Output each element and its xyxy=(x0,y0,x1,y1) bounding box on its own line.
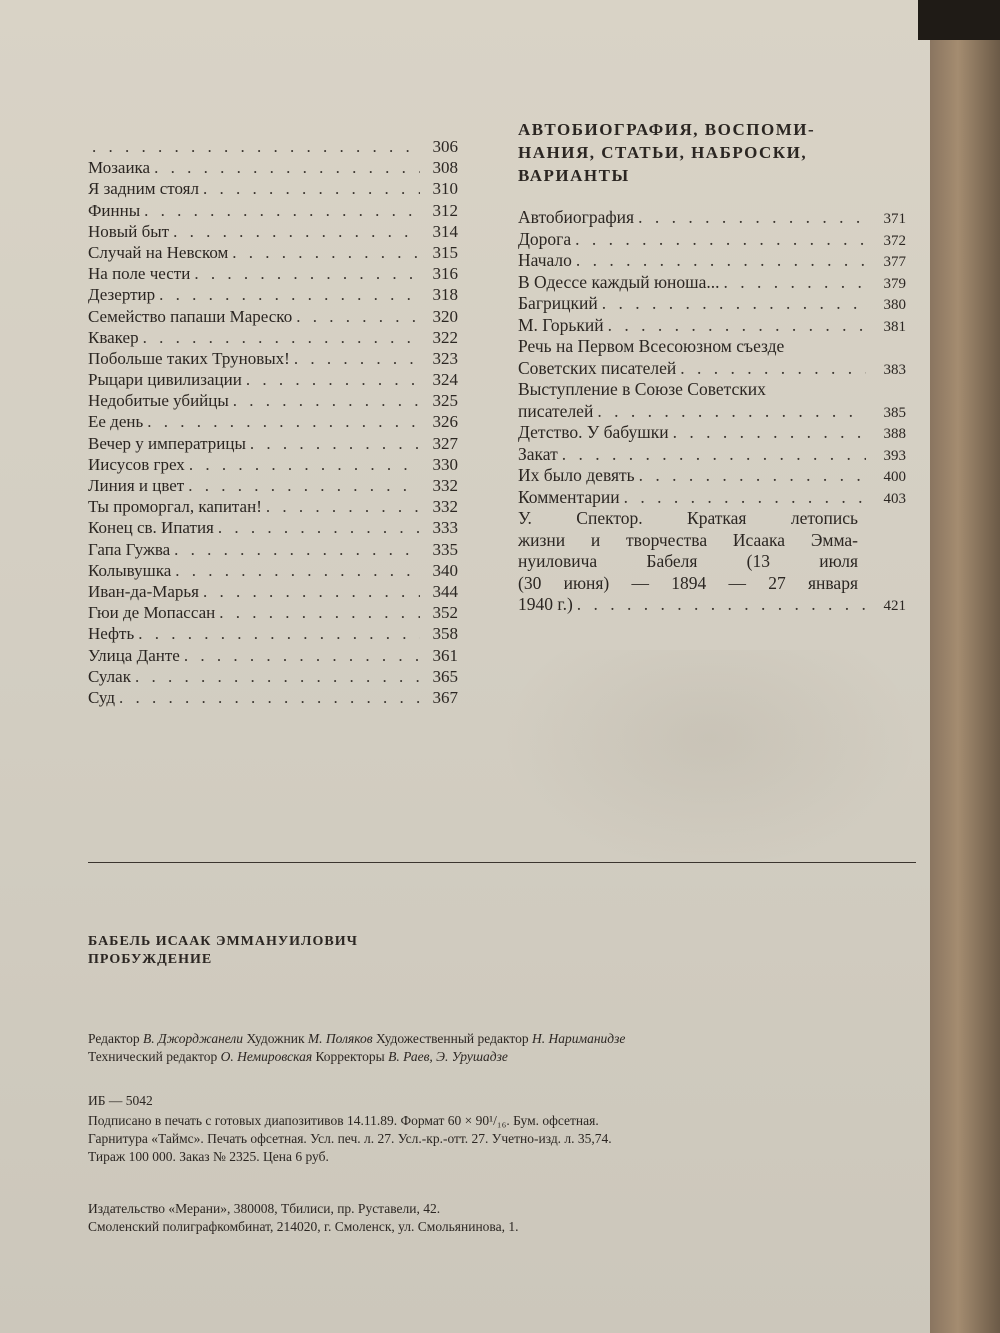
imprint-ib-number: ИБ — 5042 xyxy=(88,1093,153,1108)
toc-page-number: 377 xyxy=(883,254,906,270)
toc-row xyxy=(88,411,458,432)
toc-page-number: 335 xyxy=(432,539,458,559)
toc-title: Новый быт xyxy=(88,221,170,241)
toc-title: Линия и цвет xyxy=(88,476,185,495)
toc-page-number: 352 xyxy=(432,603,458,623)
section-heading-line: НАНИЯ, СТАТЬИ, НАБРОСКИ, xyxy=(518,143,808,162)
toc-row xyxy=(88,200,458,221)
credit-role: Художественный редактор xyxy=(372,1031,532,1046)
toc-leader-dots xyxy=(143,327,420,348)
toc-row xyxy=(88,306,458,327)
credit-person: М. Поляков xyxy=(307,1031,373,1046)
toc-page-number: 323 xyxy=(432,348,458,368)
toc-title: На поле чести xyxy=(88,264,191,284)
toc-title: Финны xyxy=(88,200,141,220)
toc-page-number: 310 xyxy=(432,179,458,199)
toc-leader-dots xyxy=(724,272,866,294)
toc-leader-dots xyxy=(624,487,866,509)
toc-leader-dots xyxy=(203,581,420,602)
toc-row xyxy=(88,687,458,708)
toc-page-number: 365 xyxy=(432,666,458,686)
paper-shading xyxy=(500,650,920,870)
credit-role: Художник xyxy=(243,1031,308,1046)
toc-page-number: 322 xyxy=(432,327,458,347)
toc-page-number: 316 xyxy=(432,264,458,284)
toc-page-number: 306 xyxy=(432,137,458,156)
toc-page-number: 388 xyxy=(883,426,906,442)
toc-title: Дорога xyxy=(518,228,572,249)
toc-title: Колывушка xyxy=(88,560,172,580)
toc-page-number: 326 xyxy=(432,412,458,432)
toc-row xyxy=(88,496,458,517)
toc-leader-dots xyxy=(680,358,866,380)
toc-leader-dots xyxy=(203,178,420,199)
toc-leader-dots xyxy=(184,645,420,666)
toc-leader-dots xyxy=(246,369,420,390)
print-line: Гарнитура «Таймс». Печать офсетная. Усл. печ. л. 27. Усл.-кр.-отт. 27. Учетно-изд. л. 35,74. xyxy=(88,1131,612,1146)
toc-leader-dots xyxy=(233,390,420,411)
toc-page-number: 330 xyxy=(432,454,458,474)
toc-title: Иисусов грех xyxy=(88,454,185,474)
section-heading xyxy=(518,118,906,187)
toc-title: Квакер xyxy=(88,327,139,347)
toc-page-number: 381 xyxy=(883,318,906,335)
toc-leader-dots xyxy=(250,433,420,454)
toc-leader-dots xyxy=(92,136,420,157)
toc-page-number: 371 xyxy=(883,211,906,227)
toc-page-number: 327 xyxy=(432,433,458,453)
toc-title: Вечер у императрицы xyxy=(88,433,246,453)
credit-role: Корректоры xyxy=(312,1049,389,1064)
publisher-line: Смоленский полиграфкомбинат, 214020, г. Смоленск, ул. Смольянинова, 1. xyxy=(88,1219,519,1234)
toc-row xyxy=(88,284,458,305)
toc-page-number: 358 xyxy=(432,624,458,644)
toc-page-number: 421 xyxy=(883,598,906,614)
toc-title: Советских писателей xyxy=(518,357,677,378)
toc-title: Рыцари цивилизации xyxy=(88,370,242,390)
toc-page-number: 314 xyxy=(432,221,458,241)
toc-title: Дезертир xyxy=(88,285,156,305)
toc-page-number: 383 xyxy=(883,361,906,378)
toc-row xyxy=(88,157,458,178)
toc-title: Автобиография xyxy=(518,207,635,227)
toc-title: Я задним стоял xyxy=(88,179,199,199)
toc-title: В Одессе каждый юноша... xyxy=(518,271,720,292)
toc-page-number: 400 xyxy=(883,469,906,485)
toc-page-number: 315 xyxy=(432,242,458,262)
toc-page-number: 380 xyxy=(883,297,906,313)
toc-title: Побольше таких Труновых! xyxy=(88,348,290,368)
toc-row xyxy=(518,293,906,315)
toc-leader-dots xyxy=(296,306,420,327)
toc-right-column xyxy=(518,118,906,616)
toc-page-number: 367 xyxy=(432,687,458,707)
toc-row xyxy=(88,369,458,390)
toc-leader-dots xyxy=(147,411,420,432)
toc-entry-line: (30 июня) — 1894 — 27 января xyxy=(518,572,858,593)
toc-entry-speech xyxy=(518,336,906,379)
toc-title: Закат xyxy=(518,443,558,464)
credits-line xyxy=(88,1048,888,1066)
toc-leader-dots xyxy=(673,422,866,444)
toc-page-number: 308 xyxy=(432,158,458,178)
toc-title: Улица Данте xyxy=(88,645,180,665)
toc-leader-dots xyxy=(189,454,420,475)
book-spine-edge xyxy=(930,0,1000,1333)
toc-title: Случай на Невском xyxy=(88,242,229,262)
toc-title: Их было девять xyxy=(518,465,635,485)
toc-row xyxy=(88,666,458,687)
imprint-print-details xyxy=(88,1112,888,1166)
toc-title: Гюи де Мопассан xyxy=(88,603,216,623)
toc-leader-dots xyxy=(608,315,866,337)
toc-entry-line: У. Спектор. Краткая летопись xyxy=(518,508,858,528)
toc-title: Начало xyxy=(518,250,572,270)
toc-title: М. Горький xyxy=(518,314,604,335)
toc-leader-dots xyxy=(562,444,866,466)
toc-title: 1940 г.) xyxy=(518,594,573,614)
toc-right-group-a xyxy=(518,207,906,336)
credit-person: О. Немировская xyxy=(220,1049,313,1064)
toc-row xyxy=(518,594,906,616)
toc-row xyxy=(518,272,906,294)
book-cover-corner xyxy=(918,0,1000,40)
toc-row xyxy=(88,242,458,263)
toc-title: Конец св. Ипатия xyxy=(88,518,214,538)
toc-leader-dots xyxy=(266,496,420,517)
toc-page-number: 403 xyxy=(883,490,906,507)
toc-title: Нефть xyxy=(88,624,135,644)
toc-title: Семейство папаши Мареско xyxy=(88,306,293,326)
toc-row xyxy=(88,221,458,242)
section-heading-line: ВАРИАНТЫ xyxy=(518,166,630,185)
toc-leader-dots xyxy=(154,157,420,178)
toc-page-number: 312 xyxy=(432,200,458,220)
toc-title: Ее день xyxy=(88,412,144,432)
toc-row xyxy=(88,178,458,199)
toc-leader-dots xyxy=(144,200,420,221)
toc-title: Гапа Гужва xyxy=(88,539,171,559)
toc-page-number: 332 xyxy=(432,476,458,495)
toc-leader-dots xyxy=(174,539,420,560)
print-line: Подписано в печать с готовых диапозитивов 14.11.89. Формат 60 × 90¹/₁₆. Бум. офсетная. xyxy=(88,1113,599,1128)
toc-row xyxy=(88,623,458,644)
toc-leader-dots xyxy=(188,475,420,496)
toc-page-number: 332 xyxy=(432,497,458,517)
credit-role: Технический редактор xyxy=(88,1049,221,1064)
toc-row xyxy=(518,315,906,337)
imprint-title: ПРОБУЖДЕНИЕ xyxy=(88,952,213,967)
toc-title: Комментарии xyxy=(518,486,620,507)
toc-row xyxy=(518,444,906,466)
toc-leader-dots xyxy=(219,602,420,623)
toc-title: Багрицкий xyxy=(518,293,598,313)
toc-row xyxy=(88,517,458,538)
toc-page-number: 344 xyxy=(432,581,458,601)
toc-title: Ты проморгал, капитан! xyxy=(88,497,262,517)
toc-row xyxy=(518,250,906,272)
toc-title: писателей xyxy=(518,400,594,421)
toc-leader-dots xyxy=(119,687,420,708)
toc-leader-dots xyxy=(232,242,420,263)
toc-right-group-b xyxy=(518,422,906,508)
toc-leader-dots xyxy=(638,207,866,229)
toc-left-column xyxy=(88,136,458,708)
credit-person: В. Джорджанели xyxy=(142,1031,244,1046)
toc-page-number: 385 xyxy=(883,404,906,421)
toc-leader-dots xyxy=(194,263,420,284)
toc-page-number: 320 xyxy=(432,306,458,326)
toc-title: Недобитые убийцы xyxy=(88,391,229,411)
toc-row xyxy=(88,475,458,496)
toc-page-number: 325 xyxy=(432,391,458,411)
toc-leader-dots xyxy=(602,293,866,315)
toc-row xyxy=(88,327,458,348)
imprint-publisher xyxy=(88,1200,888,1236)
toc-row xyxy=(518,229,906,251)
section-heading-line: АВТОБИОГРАФИЯ, ВОСПОМИ- xyxy=(518,120,816,139)
toc-page-number: 379 xyxy=(883,275,906,292)
toc-row xyxy=(88,390,458,411)
toc-title: Суд xyxy=(88,687,115,707)
toc-page-number: 340 xyxy=(432,560,458,580)
credit-person: Н. Нариманидзе xyxy=(531,1031,626,1046)
toc-leader-dots xyxy=(597,401,866,423)
toc-leader-dots xyxy=(576,250,866,272)
toc-row xyxy=(88,539,458,560)
imprint-author: БАБЕЛЬ ИСААК ЭММАНУИЛОВИЧ xyxy=(88,934,358,949)
credits-line xyxy=(88,1030,888,1048)
toc-row xyxy=(88,454,458,475)
toc-leader-dots xyxy=(175,560,420,581)
publisher-line: Издательство «Мерани», 380008, Тбилиси, пр. Руставели, 42. xyxy=(88,1201,441,1216)
toc-title: Сулак xyxy=(88,666,131,686)
toc-leader-dots xyxy=(575,229,866,251)
toc-row xyxy=(88,433,458,454)
toc-entry-line: Выступление в Союзе Советских xyxy=(518,379,766,399)
toc-title: Иван-да-Марья xyxy=(88,581,199,601)
toc-row xyxy=(88,602,458,623)
toc-entry-line: жизни и творчества Исаака Эмма- xyxy=(518,529,858,550)
toc-row xyxy=(518,401,906,423)
toc-row xyxy=(88,263,458,284)
toc-leader-dots xyxy=(577,594,866,616)
horizontal-rule xyxy=(88,862,916,863)
toc-page-number: 393 xyxy=(883,447,906,464)
toc-page-number: 333 xyxy=(432,518,458,538)
toc-page-number: 361 xyxy=(432,645,458,665)
toc-title: Мозаика xyxy=(88,158,151,178)
credit-person: В. Раев, Э. Урушадзе xyxy=(388,1049,508,1064)
toc-row xyxy=(88,560,458,581)
toc-title: Детство. У бабушки xyxy=(518,422,669,442)
credit-role: Редактор xyxy=(88,1031,143,1046)
toc-row xyxy=(88,348,458,369)
toc-row xyxy=(88,581,458,602)
toc-leader-dots xyxy=(173,221,420,242)
toc-leader-dots xyxy=(639,465,866,487)
toc-row xyxy=(518,465,906,487)
print-line: Тираж 100 000. Заказ № 2325. Цена 6 руб. xyxy=(88,1149,329,1164)
toc-row xyxy=(518,487,906,509)
toc-entry-union xyxy=(518,379,906,422)
toc-entry-line: нуиловича Бабеля (13 июля xyxy=(518,551,858,571)
toc-leader-dots xyxy=(294,348,420,369)
toc-row xyxy=(518,207,906,229)
toc-row xyxy=(518,358,906,380)
toc-page-number: 324 xyxy=(432,370,458,390)
toc-entry-chronicle xyxy=(518,508,906,616)
toc-page-number: 318 xyxy=(432,285,458,305)
imprint-credits xyxy=(88,1030,888,1066)
toc-leader-dots xyxy=(159,284,420,305)
toc-row xyxy=(518,422,906,444)
toc-page-number: 372 xyxy=(883,232,906,249)
toc-row xyxy=(88,645,458,666)
toc-row xyxy=(88,136,458,157)
toc-entry-line: Речь на Первом Всесоюзном съезде xyxy=(518,336,785,356)
toc-leader-dots xyxy=(138,623,420,644)
toc-leader-dots xyxy=(135,666,420,687)
toc-leader-dots xyxy=(218,517,420,538)
